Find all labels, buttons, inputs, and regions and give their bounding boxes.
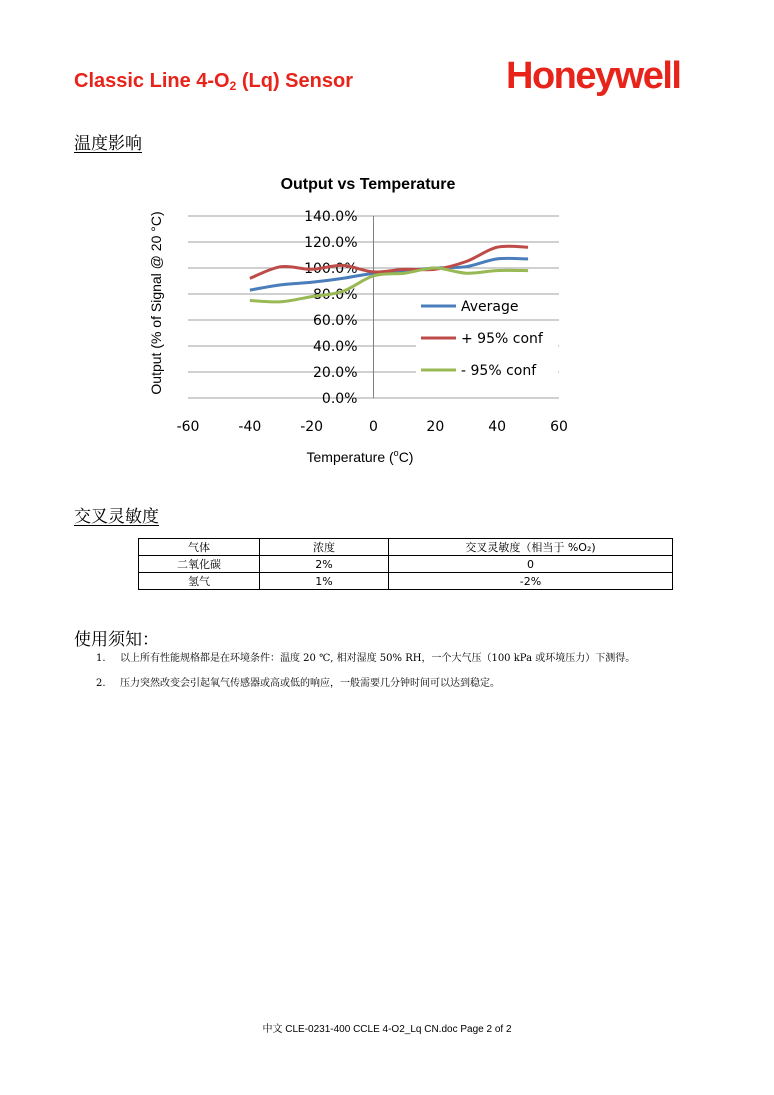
usage-notes-heading: 使用须知：: [74, 630, 159, 650]
table-cell-sensitivity: -2%: [389, 573, 673, 590]
list-item: [96, 648, 708, 669]
table-cell-sensitivity: 0: [389, 556, 673, 573]
note-number: 1.: [96, 653, 106, 664]
y-tick-label: 120.0%: [304, 235, 358, 251]
temperature-effect-heading: 温度影响: [74, 134, 142, 154]
x-tick-label: 40: [488, 419, 507, 435]
title-main: Classic Line 4-O: [74, 70, 230, 92]
x-tick-label: 0: [369, 419, 378, 435]
y-tick-label: 40.0%: [313, 339, 358, 355]
cross-sensitivity-heading: 交叉灵敏度: [74, 507, 159, 527]
x-tick-label: -60: [176, 419, 200, 435]
table-cell-concentration: 1%: [260, 573, 389, 590]
honeywell-logo: Honeywell: [506, 55, 681, 97]
column-header-cross-sensitivity: 交叉灵敏度（相当于 %O₂): [389, 539, 673, 556]
y-tick-label: 60.0%: [313, 313, 358, 329]
y-tick-label: 80.0%: [313, 287, 358, 303]
title-subscript: 2: [229, 79, 237, 93]
x-tick-labels: [177, 419, 568, 435]
table-cell-gas: 氢气: [139, 573, 260, 590]
page-footer: 中文 CLE-0231-400 CCLE 4-O2_Lq CN.doc Page 2 of 2: [262, 1024, 512, 1035]
y-tick-label: 20.0%: [313, 365, 358, 381]
title-tail: (Lq) Sensor: [236, 70, 353, 92]
x-axis-label-sup: o: [393, 448, 399, 458]
table-row: [139, 573, 673, 590]
column-header-concentration: 浓度: [260, 539, 389, 556]
legend-label-1: + 95% conf: [461, 331, 543, 347]
cross-sensitivity-table: [138, 538, 673, 590]
table-cell-concentration: 2%: [260, 556, 389, 573]
table-header-row: [139, 539, 673, 556]
y-tick-label: 100.0%: [304, 261, 358, 277]
y-tick-labels: [304, 209, 357, 407]
x-axis-label: [307, 448, 414, 465]
y-tick-label: 140.0%: [304, 209, 358, 225]
legend-label-2: - 95% conf: [461, 363, 537, 379]
x-tick-label: -40: [238, 419, 262, 435]
x-axis-label-main: Temperature (: [306, 449, 394, 465]
y-axis-label: Output (% of Signal @ 20 °C): [148, 211, 164, 395]
table-cell-gas: 二氧化碳: [139, 556, 260, 573]
note-text: 以上所有性能规格都是在环境条件：温度 20 ℃, 相对湿度 50% RH，一个大气压（100 kPa 或环境压力）下测得。: [120, 653, 636, 664]
note-number: 2.: [96, 678, 106, 689]
document-title: [74, 70, 353, 93]
usage-notes-list: [96, 648, 708, 698]
chart-svg: [140, 165, 580, 475]
y-tick-label: 0.0%: [321, 391, 358, 407]
table-row: [139, 556, 673, 573]
x-tick-label: -20: [300, 419, 324, 435]
list-item: [96, 673, 708, 694]
legend-label-0: Average: [461, 299, 519, 315]
chart-title: Output vs Temperature: [280, 176, 456, 193]
column-header-gas: 气体: [139, 539, 260, 556]
x-tick-label: 20: [426, 419, 445, 435]
x-axis-label-end: C): [398, 449, 414, 465]
output-vs-temperature-chart: [140, 165, 580, 475]
note-text: 压力突然改变会引起氧气传感器或高或低的响应，一般需要几分钟时间可以达到稳定。: [120, 678, 500, 689]
x-tick-label: 60: [550, 419, 568, 435]
legend: [416, 295, 558, 381]
